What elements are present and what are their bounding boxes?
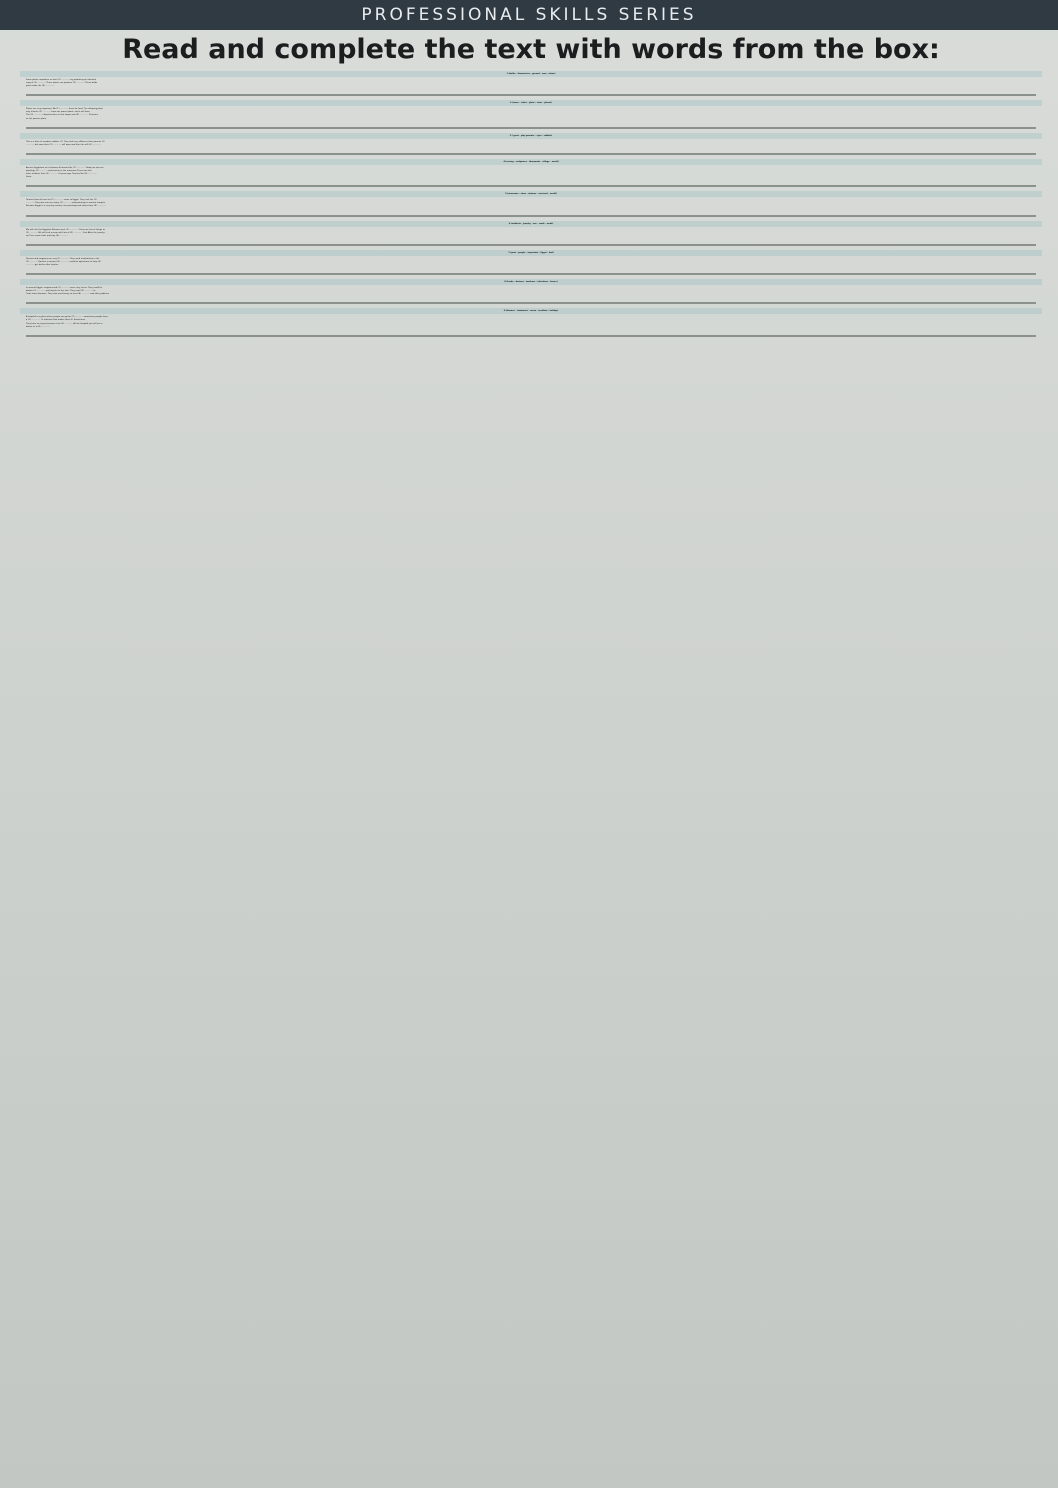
- exercise-line: broken (2) ..............and injuries to the skin. They used (3) ..............to: [26, 290, 96, 293]
- exercise-line: We will visit the Egyptian Museum next (1) .............. There are lots of things to: [26, 228, 105, 231]
- word-box: 5-(museums – stars – statues – survived – world): [20, 191, 1042, 197]
- word-box: 7-(past – people – important – Egypt – bad): [20, 250, 1042, 256]
- exercise-section: [26, 98, 1036, 128]
- exercise-section: [26, 219, 1036, 246]
- exercise-line: This is a litter of newborn rabbits. (1) They look very different their parents (2): [26, 140, 105, 143]
- exercise-line: (2) ..............We will visit a room with lots of (3) .............. First After the jewelry,: [26, 231, 106, 234]
- exercise-section: [26, 157, 1036, 187]
- exercise-section: [26, 189, 1036, 216]
- exercise-line: other artifacts from (3) ..............of years ago. Tourists like (4) ..............: [26, 173, 97, 176]
- exercise-line: Plants are very important. We (1) ..............them for food. The offspring plant: [26, 108, 103, 111]
- exercise-line: copy of (2) ..............These plants can produce (3) ..............These bulbs: [26, 82, 98, 85]
- exercise-line: Ancient Egyptians art is famous all around the (1) .............. Today we can see: [26, 166, 104, 169]
- exercise-line: ..............get better after injuries: [26, 263, 59, 266]
- word-box: 9-(disease – treatment – nurse – accident – holiday): [20, 308, 1042, 314]
- exercise-line: them.: [26, 176, 32, 179]
- exercise-section: [26, 131, 1036, 155]
- exercise-line: They have an injury because of an (3) ..............At the hospital you will see a: [26, 322, 103, 325]
- exercise-line: ..............They also can see many (3) ..............and paintings in ancient temples.: [26, 202, 106, 205]
- exercise-line: In ancient Egypt, surgeons and (1) ..............were very clever. They could fix: [26, 287, 102, 290]
- word-box: 4-(seeing – sculptures - thousands – village – world): [20, 159, 1042, 165]
- exercise-line: Treat some diseases. They also used honey to treat (4) ..............and skin problems: [26, 293, 109, 296]
- word-box: 8-(herbs – doctors – teachers – infections – bones): [20, 279, 1042, 285]
- exercise-line: only inherits (2) ..............from one parent plant, and it will have: [26, 111, 90, 114]
- exercise-line: The (3) ..............characteristics in leaf shape and (4) .............. Structure: [26, 114, 99, 117]
- exercise-line: we'll see some tools and clay (4) ..............: [26, 234, 69, 237]
- word-box: 3-( grow – play parents – eyes – rabbits): [20, 133, 1042, 139]
- series-header: PROFESSIONAL SKILLS SERIES: [0, 0, 1058, 30]
- exercise-line: a (2) .............. Or infection that makes them ill. Sometimes: [26, 319, 86, 322]
- word-box: 2-(same – traits – plant – stem – planet): [20, 100, 1042, 106]
- exercise-line: Because Egypt is a very dry country, the paintings and states have (4) ..............: [26, 205, 107, 208]
- exercise-line: (2) ..............Doctors in ancient (3) ..............could do operations to help (4): [26, 260, 101, 263]
- exercise-section: [26, 69, 1036, 96]
- exercise-sections: [26, 69, 1036, 337]
- word-box: 1-(bulbs – themselves – ground – own – alone): [20, 71, 1042, 77]
- exercise-line: doctor or a (4) ..............: [26, 325, 50, 328]
- exercise-line: Some plants reproduce on their (1) ..............by producing an identical: [26, 79, 97, 81]
- exercise-line: as the parents plant: [26, 117, 47, 120]
- exercise-line: grow under the (4) ..............: [26, 85, 55, 88]
- exercise-line: A hospital is a place where people can go for (1) ..............sometimes people have: [26, 316, 108, 319]
- worksheet-content: [26, 32, 1036, 339]
- exercise-line: Doctors and surgeons are very (1) ..............They used medications in the: [26, 257, 100, 260]
- exercise-line: paintings (2) ..............and jewelry in the museums There are also: [26, 169, 92, 172]
- exercise-section: [26, 248, 1036, 275]
- exercise-line: ..............but soon their (3) ..............will open and their fur will (4) ..............: [26, 143, 101, 146]
- word-box: 6-(artifacts – jewelry – see – week – weak): [20, 221, 1042, 227]
- exercise-section: [26, 277, 1036, 304]
- exercise-line: Tourists from all over the (1) ..............come to Egypt. They visit the (2): [26, 199, 97, 202]
- exercise-section: [26, 306, 1036, 336]
- page-title: Read and complete the text with words from the box:: [122, 34, 940, 65]
